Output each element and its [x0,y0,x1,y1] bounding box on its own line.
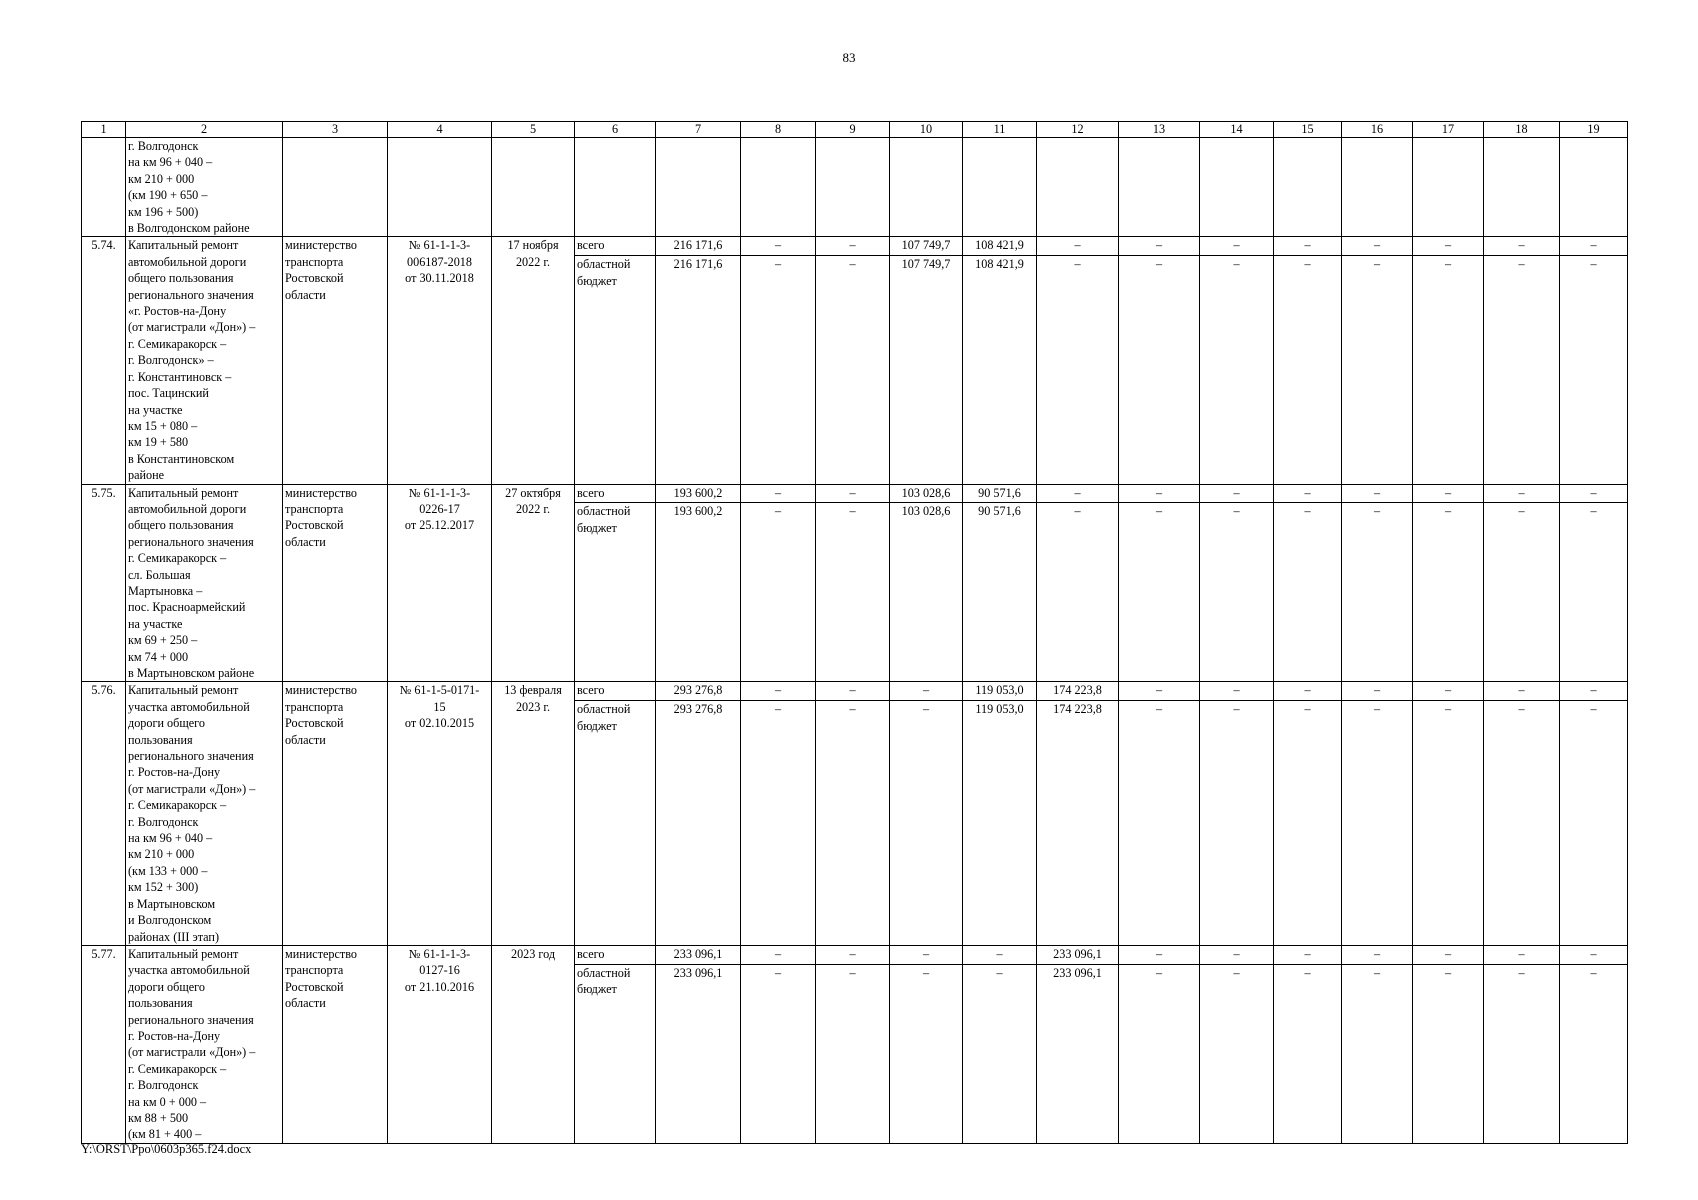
amount-cell: 108 421,9 [963,237,1037,256]
amount-cell: – [1037,256,1119,484]
empty-cell [1484,138,1560,237]
amount-cell: – [963,964,1037,1143]
empty-cell [656,138,741,237]
amount-cell: 233 096,1 [656,964,741,1143]
item-customer: министерство транспорта Ростовской области [283,237,388,484]
column-number-header: 6 [575,122,656,138]
column-number-header: 19 [1560,122,1628,138]
column-number-header: 11 [963,122,1037,138]
amount-cell: – [1200,484,1274,503]
amount-cell: – [1274,701,1342,946]
amount-cell: – [1274,256,1342,484]
item-number: 5.74. [82,237,126,484]
program-row [82,945,1628,964]
amount-cell: – [1342,256,1413,484]
empty-cell [1560,138,1628,237]
funding-source: областной бюджет [575,503,656,682]
amount-cell: – [1274,964,1342,1143]
empty-cell [1413,138,1484,237]
funding-source: областной бюджет [575,256,656,484]
amount-cell: – [816,503,890,682]
amount-cell: – [1342,701,1413,946]
item-number: 5.75. [82,484,126,682]
item-customer: министерство транспорта Ростовской области [283,484,388,682]
program-row [82,237,1628,256]
page-number: 83 [842,50,856,65]
empty-cell [1274,138,1342,237]
column-number-header: 8 [741,122,816,138]
amount-cell: – [1119,964,1200,1143]
column-number-row [82,122,1628,138]
item-number: 5.76. [82,682,126,946]
amount-cell: – [1274,484,1342,503]
empty-cell [890,138,963,237]
item-document: № 61-1-1-3- 0127-16 от 21.10.2016 [388,945,492,1143]
empty-cell [1119,138,1200,237]
amount-cell: – [1484,256,1560,484]
amount-cell: – [1413,503,1484,682]
column-number-header: 17 [1413,122,1484,138]
amount-cell: – [963,945,1037,964]
amount-cell: – [1484,503,1560,682]
item-document: № 61-1-1-3- 006187-2018 от 30.11.2018 [388,237,492,484]
amount-cell: – [1560,945,1628,964]
amount-cell: 233 096,1 [1037,945,1119,964]
amount-cell: – [1484,484,1560,503]
amount-cell: – [1200,256,1274,484]
item-date: 13 февраля 2023 г. [492,682,575,946]
amount-cell: – [741,682,816,701]
amount-cell: – [741,503,816,682]
amount-cell: – [1413,701,1484,946]
item-number: 5.77. [82,945,126,1143]
amount-cell: – [1560,964,1628,1143]
column-number-header: 16 [1342,122,1413,138]
amount-cell: – [1119,237,1200,256]
empty-cell [388,138,492,237]
item-name: Капитальный ремонт участка автомобильной дороги общего пользования регионального значения г. Ростов-на-Дону (от магистрали «Дон») – г. Семикаракорск – г. Волгодонск на км 96 + 040 – км 210 + 000 (км 133 + 000 – км 152 + 300) в Мартыновском и Волгодонском районах (III этап) [126,682,283,946]
name-cell: г. Волгодонск на км 96 + 040 – км 210 + 000 (км 190 + 650 – км 196 + 500) в Волгодонском районе [126,138,283,237]
amount-cell: – [1484,237,1560,256]
amount-cell: 174 223,8 [1037,701,1119,946]
item-date: 2023 год [492,945,575,1143]
column-number-header: 1 [82,122,126,138]
amount-cell: – [890,964,963,1143]
amount-cell: – [1413,484,1484,503]
amount-cell: – [1119,256,1200,484]
amount-cell: – [741,237,816,256]
item-document: № 61-1-5-0171- 15 от 02.10.2015 [388,682,492,946]
column-number-header: 5 [492,122,575,138]
empty-cell [283,138,388,237]
empty-cell [1342,138,1413,237]
empty-cell [82,138,126,237]
amount-cell: 90 571,6 [963,484,1037,503]
funding-source: всего [575,237,656,256]
amount-cell: – [1560,701,1628,946]
program-row [82,484,1628,503]
funding-source: областной бюджет [575,964,656,1143]
amount-cell: – [816,682,890,701]
amount-cell: – [1413,256,1484,484]
amount-cell: – [1200,237,1274,256]
file-path: Y:\ORST\Ppo\0603p365.f24.docx [81,1142,252,1156]
program-table [81,121,1628,1144]
item-name: Капитальный ремонт автомобильной дороги общего пользования регионального значения г. Семикаракорск – сл. Большая Мартыновка – пос. Красноармейский на участке км 69 + 250 – км 74 + 000 в Мартыновском районе [126,484,283,682]
empty-cell [1037,138,1119,237]
amount-cell: 293 276,8 [656,701,741,946]
amount-cell: – [1413,964,1484,1143]
amount-cell: – [1274,503,1342,682]
empty-cell [963,138,1037,237]
amount-cell: – [1560,682,1628,701]
amount-cell: – [1342,503,1413,682]
amount-cell: – [1413,237,1484,256]
amount-cell: – [741,964,816,1143]
column-number-header: 13 [1119,122,1200,138]
column-number-header: 9 [816,122,890,138]
amount-cell: 216 171,6 [656,256,741,484]
column-number-header: 4 [388,122,492,138]
amount-cell: – [1342,945,1413,964]
amount-cell: – [1200,701,1274,946]
amount-cell: – [741,701,816,946]
column-number-header: 15 [1274,122,1342,138]
empty-cell [1200,138,1274,237]
item-name: Капитальный ремонт автомобильной дороги общего пользования регионального значения «г. Ростов-на-Дону (от магистрали «Дон») – г. Семикаракорск – г. Волгодонск» – г. Константиновск – пос. Тацинский на участке км 15 + 080 – км 19 + 580 в Константиновском районе [126,237,283,484]
amount-cell: – [1119,701,1200,946]
amount-cell: – [1560,237,1628,256]
amount-cell: – [1037,484,1119,503]
amount-cell: – [1484,682,1560,701]
column-number-header: 2 [126,122,283,138]
amount-cell: – [816,256,890,484]
amount-cell: 293 276,8 [656,682,741,701]
column-number-header: 18 [1484,122,1560,138]
funding-source: всего [575,945,656,964]
amount-cell: – [890,945,963,964]
amount-cell: – [1200,964,1274,1143]
item-customer: министерство транспорта Ростовской области [283,682,388,946]
amount-cell: 119 053,0 [963,682,1037,701]
amount-cell: – [890,701,963,946]
amount-cell: – [1560,503,1628,682]
column-number-header: 7 [656,122,741,138]
amount-cell: – [890,682,963,701]
amount-cell: 90 571,6 [963,503,1037,682]
amount-cell: – [816,945,890,964]
program-row [82,682,1628,701]
amount-cell: – [1342,484,1413,503]
amount-cell: – [1413,682,1484,701]
empty-cell [816,138,890,237]
amount-cell: 233 096,1 [1037,964,1119,1143]
amount-cell: – [1274,945,1342,964]
amount-cell: 103 028,6 [890,503,963,682]
amount-cell: 193 600,2 [656,484,741,503]
amount-cell: 107 749,7 [890,237,963,256]
amount-cell: – [1342,682,1413,701]
amount-cell: – [1484,964,1560,1143]
funding-source: всего [575,484,656,503]
amount-cell: – [1200,503,1274,682]
amount-cell: 193 600,2 [656,503,741,682]
amount-cell: – [1037,237,1119,256]
amount-cell: – [1560,484,1628,503]
amount-cell: – [1119,503,1200,682]
amount-cell: – [1119,682,1200,701]
amount-cell: – [1484,945,1560,964]
column-number-header: 12 [1037,122,1119,138]
amount-cell: – [816,484,890,503]
amount-cell: – [741,945,816,964]
empty-cell [741,138,816,237]
amount-cell: – [1342,237,1413,256]
amount-cell: – [1200,945,1274,964]
amount-cell: – [741,484,816,503]
item-date: 17 ноября 2022 г. [492,237,575,484]
amount-cell: – [1274,237,1342,256]
amount-cell: – [816,964,890,1143]
amount-cell: 119 053,0 [963,701,1037,946]
amount-cell: 233 096,1 [656,945,741,964]
amount-cell: – [816,701,890,946]
amount-cell: – [1037,503,1119,682]
amount-cell: 216 171,6 [656,237,741,256]
item-date: 27 октября 2022 г. [492,484,575,682]
item-document: № 61-1-1-3- 0226-17 от 25.12.2017 [388,484,492,682]
amount-cell: – [1342,964,1413,1143]
item-customer: министерство транспорта Ростовской области [283,945,388,1143]
amount-cell: 174 223,8 [1037,682,1119,701]
column-number-header: 3 [283,122,388,138]
amount-cell: – [1119,945,1200,964]
funding-source: областной бюджет [575,701,656,946]
empty-cell [492,138,575,237]
column-number-header: 14 [1200,122,1274,138]
amount-cell: 107 749,7 [890,256,963,484]
amount-cell: – [1484,701,1560,946]
amount-cell: – [741,256,816,484]
amount-cell: 108 421,9 [963,256,1037,484]
item-name: Капитальный ремонт участка автомобильной дороги общего пользования регионального значения г. Ростов-на-Дону (от магистрали «Дон») – г. Семикаракорск – г. Волгодонск на км 0 + 000 – км 88 + 500 (км 81 + 400 – [126,945,283,1143]
amount-cell: 103 028,6 [890,484,963,503]
amount-cell: – [1200,682,1274,701]
amount-cell: – [1119,484,1200,503]
empty-cell [575,138,656,237]
continuation-row [82,138,1628,237]
funding-source: всего [575,682,656,701]
amount-cell: – [1274,682,1342,701]
amount-cell: – [1560,256,1628,484]
amount-cell: – [1413,945,1484,964]
column-number-header: 10 [890,122,963,138]
amount-cell: – [816,237,890,256]
